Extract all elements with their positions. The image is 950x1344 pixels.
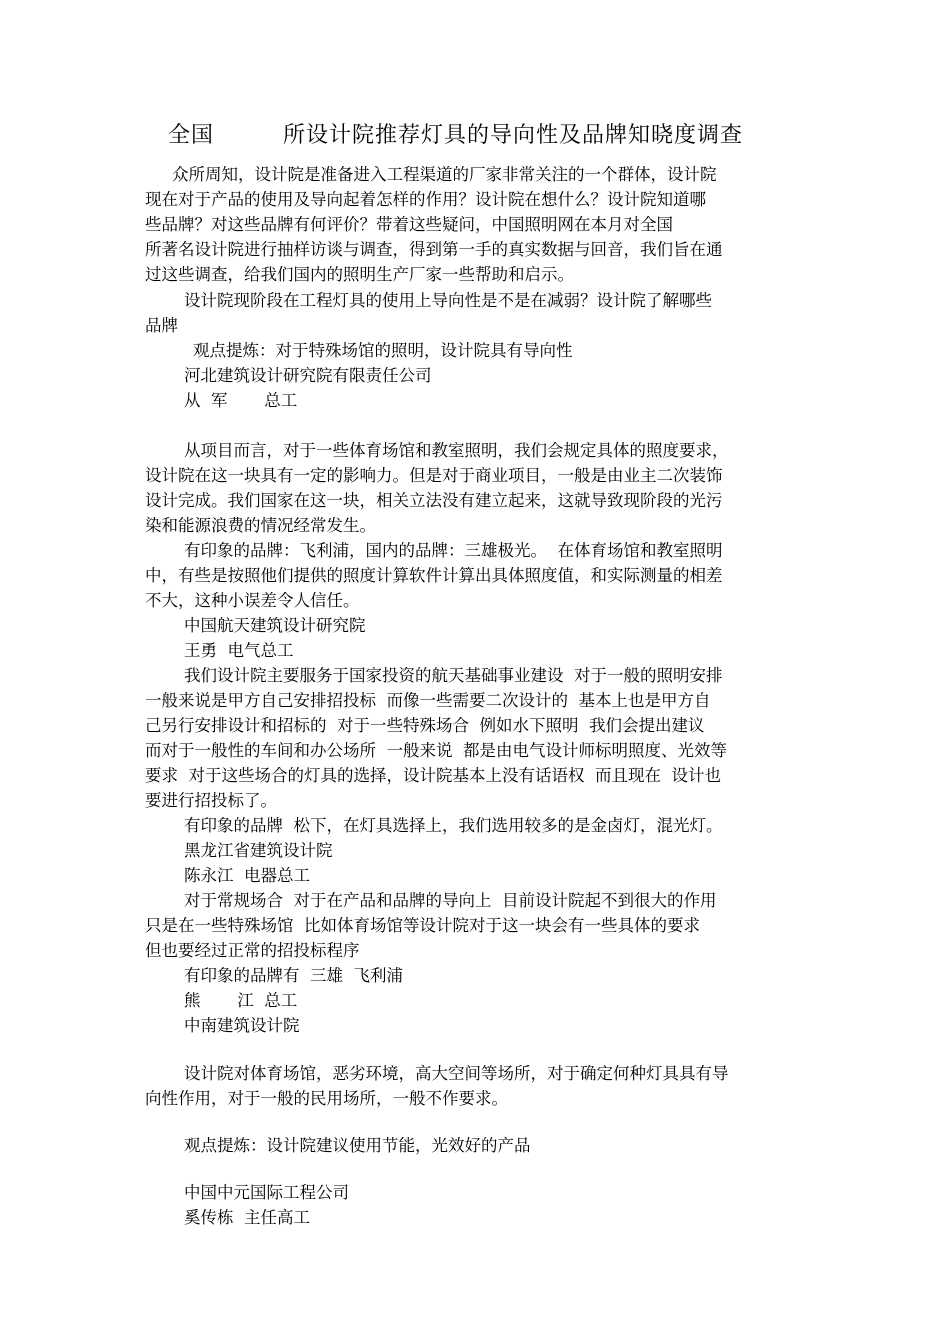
institution-name: 中国航天建筑设计研究院: [184, 616, 366, 635]
intro-line: 过这些调查，给我们国内的照明生产厂家一些帮助和启示。: [145, 265, 574, 284]
interviewee-name: 陈永江 电器总工: [184, 866, 310, 885]
viewpoint: 观点提炼：对于特殊场馆的照明，设计院具有导向性: [193, 341, 573, 360]
viewpoint: 观点提炼：设计院建议使用节能，光效好的产品: [184, 1136, 531, 1155]
paragraph-line: 有印象的品牌：飞利浦，国内的品牌：三雄极光。 在体育场馆和教室照明: [184, 541, 723, 560]
intro-line: 众所周知，设计院是准备进入工程渠道的厂家非常关注的一个群体，设计院: [172, 165, 717, 184]
document-title: 全国 所设计院推荐灯具的导向性及品牌知晓度调查: [168, 123, 744, 148]
paragraph-line: 但也要经过正常的招投标程序: [145, 941, 360, 960]
paragraph-line: 我们设计院主要服务于国家投资的航天基础事业建设 对于一般的照明安排: [184, 666, 723, 685]
paragraph-line: 不大，这种小误差令人信任。: [145, 591, 360, 610]
paragraph-line: 设计院对体育场馆，恶劣环境，高大空间等场所，对于确定何种灯具具有导: [184, 1064, 729, 1083]
intro-line: 些品牌？对这些品牌有何评价？带着这些疑问，中国照明网在本月对全国: [145, 215, 673, 234]
paragraph-line: 一般来说是甲方自己安排招投标 而像一些需要二次设计的 基本上也是甲方自: [145, 691, 711, 710]
paragraph-line: 染和能源浪费的情况经常发生。: [145, 516, 376, 535]
intro-line: 所著名设计院进行抽样访谈与调查，得到第一手的真实数据与回音，我们旨在通: [145, 240, 723, 259]
paragraph-line: 只是在一些特殊场馆 比如体育场馆等设计院对于这一块会有一些具体的要求: [145, 916, 700, 935]
interviewee-name: 奚传栋 主任高工: [184, 1208, 310, 1227]
institution-name: 黑龙江省建筑设计院: [184, 841, 333, 860]
paragraph-line: 对于常规场合 对于在产品和品牌的导向上 目前设计院起不到很大的作用: [184, 891, 717, 910]
paragraph-line: 要求 对于这些场合的灯具的选择，设计院基本上没有话语权 而且现在 设计也: [145, 766, 721, 785]
paragraph-line: 有印象的品牌 松下，在灯具选择上，我们选用较多的是金卤灯，混光灯。: [184, 816, 723, 835]
paragraph-line: 有印象的品牌有 三雄 飞利浦: [184, 966, 403, 985]
interviewee-name: 熊 江 总工: [184, 991, 298, 1010]
interviewee-name: 从 军 总工: [184, 391, 298, 410]
paragraph-line: 而对于一般性的车间和办公场所 一般来说 都是由电气设计师标明照度、光效等: [145, 741, 727, 760]
question-line: 设计院现阶段在工程灯具的使用上导向性是不是在减弱？设计院了解哪些: [184, 291, 712, 310]
paragraph-line: 向性作用，对于一般的民用场所，一般不作要求。: [145, 1089, 508, 1108]
institution-name: 中南建筑设计院: [184, 1016, 300, 1035]
institution-name: 中国中元国际工程公司: [184, 1183, 349, 1202]
institution-name: 河北建筑设计研究院有限责任公司: [184, 366, 432, 385]
intro-line: 现在对于产品的使用及导向起着怎样的作用？设计院在想什么？设计院知道哪: [145, 190, 706, 209]
paragraph-line: 要进行招投标了。: [145, 791, 277, 810]
paragraph-line: 设计院在这一块具有一定的影响力。但是对于商业项目，一般是由业主二次装饰: [145, 466, 723, 485]
question-line: 品牌: [145, 316, 178, 335]
paragraph-line: 设计完成。我们国家在这一块，相关立法没有建立起来，这就导致现阶段的光污: [145, 491, 723, 510]
paragraph-line: 己另行安排设计和招标的 对于一些特殊场合 例如水下照明 我们会提出建议: [145, 716, 705, 735]
paragraph-line: 中，有些是按照他们提供的照度计算软件计算出具体照度值，和实际测量的相差: [145, 566, 723, 585]
interviewee-name: 王勇 电气总工: [184, 641, 294, 660]
paragraph-line: 从项目而言，对于一些体育场馆和教室照明，我们会规定具体的照度要求，: [184, 441, 729, 460]
